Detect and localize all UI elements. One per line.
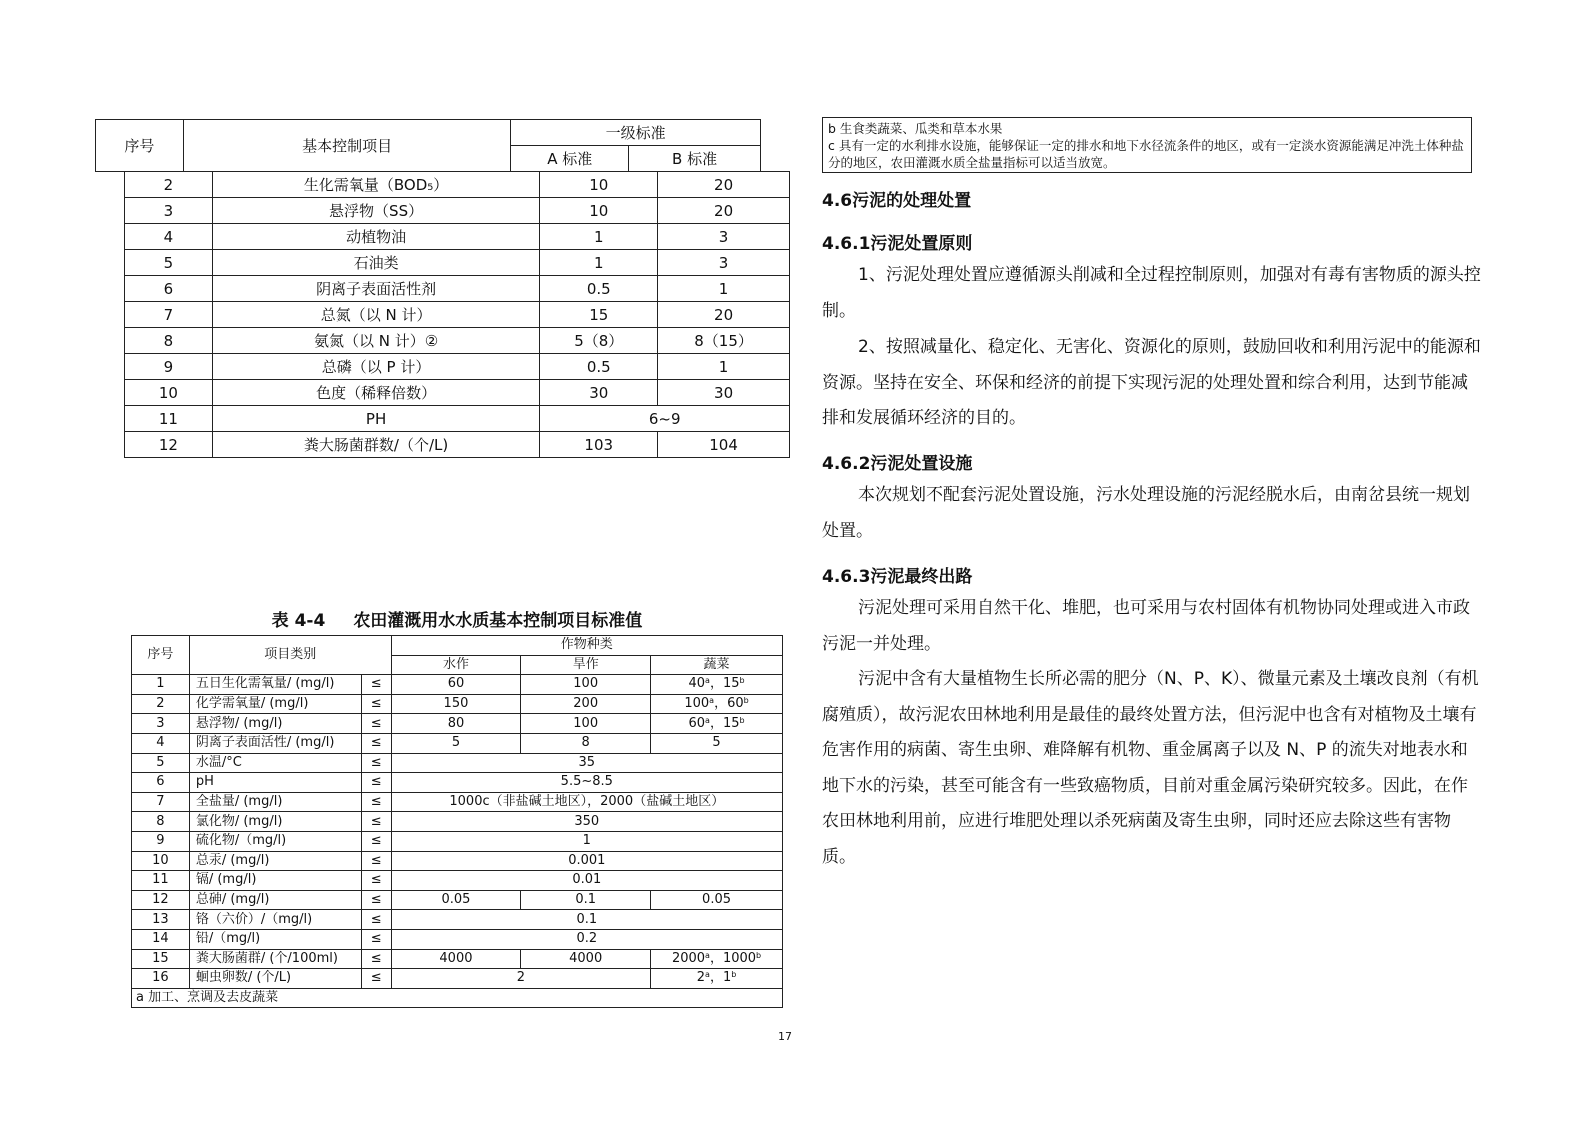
table-notes-continued — [822, 117, 1472, 173]
section-heading-4-6-3: 4.6.3污泥最终出路 — [822, 567, 973, 587]
table2-footnote: a 加工、烹调及去皮蔬菜 — [132, 988, 783, 1008]
cell-b: 30 — [658, 380, 790, 406]
cell-le: ≤ — [361, 969, 391, 989]
table-row — [125, 302, 790, 328]
cell-le: ≤ — [361, 812, 391, 832]
sup-a: a — [705, 676, 710, 686]
table-row — [132, 733, 783, 753]
note-b: b 生食类蔬菜、瓜类和草本水果 — [828, 121, 1003, 136]
cell-item: 生化需氧量（BOD₅） — [212, 172, 540, 198]
table-row — [125, 406, 790, 432]
cell-water: 5 — [391, 733, 521, 753]
cell-a: 1 — [540, 224, 658, 250]
table-row — [132, 929, 783, 949]
cell-seq: 15 — [132, 949, 190, 969]
cell-seq: 2 — [132, 694, 190, 714]
cell-item: 阴离子表面活性/ (mg/l) — [189, 733, 361, 753]
sup-b: b — [739, 676, 745, 686]
cell-le: ≤ — [361, 694, 391, 714]
veg-value-a: 100 — [684, 696, 710, 712]
veg-value-a: 2000 — [671, 950, 706, 966]
col-water-header: 水作 — [391, 655, 521, 675]
cell-seq: 10 — [132, 851, 190, 871]
cell-item: 硫化物/（mg/l) — [189, 831, 361, 851]
table-row — [132, 792, 783, 812]
cell-all: 0.001 — [391, 851, 782, 871]
cell-seq: 6 — [132, 773, 190, 793]
sep: ， — [709, 950, 723, 966]
paragraph-5: 污泥中含有大量植物生长所必需的肥分（N、P、K）、微量元素及土壤改良剂（有机腐殖质），故污泥农田林地利用是最佳的最终处置方法，但污泥中也含有对植物及土壤有危害作用的病菌、寄生虫卵、难降解有机物、重金属离子以及 N、P 的流失对地表水和地下水的污染，甚至可能含有一些致癌物质，目前对重金属污染研究较多。因此，在作农田林地利用前，应进行堆肥处理以杀死病菌及寄生虫卵，同时还应去除这些有害物质。 — [822, 669, 1479, 867]
cell-item: 动植物油 — [212, 224, 540, 250]
cell-le: ≤ — [361, 929, 391, 949]
table-row — [125, 224, 790, 250]
cell-veg: 0.05 — [651, 890, 783, 910]
table-row — [125, 198, 790, 224]
sep: ， — [709, 715, 723, 731]
cell-seq: 1 — [132, 675, 190, 695]
cell-le: ≤ — [361, 773, 391, 793]
cell-seq: 9 — [125, 354, 213, 380]
cell-item: 水温/°C — [189, 753, 361, 773]
paragraph-4: 污泥处理可采用自然干化、堆肥，也可采用与农村固体有机物协同处理或进入市政污泥一并处理。 — [822, 598, 1470, 654]
cell-le: ≤ — [361, 733, 391, 753]
cell-item: PH — [212, 406, 540, 432]
veg-value-a: 60 — [688, 715, 706, 731]
table-row — [132, 851, 783, 871]
cell-water: 150 — [391, 694, 521, 714]
table1-header — [95, 119, 761, 172]
cell-a: 5（8） — [540, 328, 658, 354]
cell-dry: 8 — [521, 733, 651, 753]
cell-a: 1 — [540, 250, 658, 276]
sup-b: b — [731, 970, 737, 980]
cell-b: 1 — [658, 276, 790, 302]
section-heading-4-6-2: 4.6.2污泥处置设施 — [822, 454, 973, 474]
cell-seq: 7 — [125, 302, 213, 328]
cell-seq: 10 — [125, 380, 213, 406]
table2-caption-no: 表 4-4 — [271, 611, 326, 631]
cell-le: ≤ — [361, 753, 391, 773]
col-b-header: B 标准 — [629, 146, 761, 172]
cell-a: 10 — [540, 172, 658, 198]
cell-a: 10 — [540, 198, 658, 224]
sup-a: a — [705, 715, 710, 725]
cell-water: 0.05 — [391, 890, 521, 910]
col-grade1-header: 一级标准 — [511, 120, 761, 146]
cell-water: 80 — [391, 714, 521, 734]
table-row — [132, 910, 783, 930]
cell-item: 粪大肠菌群数/（个/L) — [212, 432, 540, 458]
table-row — [125, 432, 790, 458]
cell-item: 悬浮物/ (mg/l) — [189, 714, 361, 734]
table-row — [132, 675, 783, 695]
cell-item: 铬（六价）/（mg/l) — [189, 910, 361, 930]
table-row — [132, 714, 783, 734]
page-number: 17 — [778, 1030, 792, 1043]
sup-a: a — [709, 696, 715, 706]
table2-caption — [131, 606, 783, 631]
table2-caption-title: 农田灌溉用水水质基本控制项目标准值 — [353, 611, 643, 631]
cell-item: 总砷/ (mg/l) — [189, 890, 361, 910]
table-row — [125, 250, 790, 276]
table-footnote-row — [132, 988, 783, 1008]
cell-item: 总氮（以 N 计） — [212, 302, 540, 328]
cell-item: 镉/ (mg/l) — [189, 871, 361, 891]
cell-le: ≤ — [361, 949, 391, 969]
table-row — [132, 969, 783, 989]
sep: ， — [709, 970, 723, 986]
veg-value-b: 1 — [722, 970, 732, 986]
sup-b: b — [756, 950, 762, 960]
cell-item: 色度（稀释倍数） — [212, 380, 540, 406]
col-seq-header: 序号 — [96, 120, 184, 172]
cell-b: 8（15） — [658, 328, 790, 354]
veg-value-b: 15 — [722, 676, 740, 692]
cell-all: 0.1 — [391, 910, 782, 930]
cell-seq: 2 — [125, 172, 213, 198]
cell-all: 35 — [391, 753, 782, 773]
cell-all: 1000c（非盐碱土地区），2000（盐碱土地区） — [391, 792, 782, 812]
veg-value-a: 40 — [688, 676, 706, 692]
cell-ab: 6~9 — [540, 406, 790, 432]
cell-seq: 11 — [125, 406, 213, 432]
veg-value-b: 1000 — [722, 950, 757, 966]
cell-item: 氯化物/ (mg/l) — [189, 812, 361, 832]
cell-le: ≤ — [361, 675, 391, 695]
veg-value-b: 15 — [722, 715, 740, 731]
paragraph-1: 1、污泥处理处置应遵循源头削减和全过程控制原则，加强对有毒有害物质的源头控制。 — [822, 265, 1481, 321]
cell-all: 1 — [391, 831, 782, 851]
col-seq-header: 序号 — [132, 636, 190, 675]
cell-seq: 3 — [125, 198, 213, 224]
cell-seq: 12 — [125, 432, 213, 458]
table-row — [132, 871, 783, 891]
cell-seq: 13 — [132, 910, 190, 930]
cell-veg — [651, 694, 783, 714]
cell-water-dry: 2 — [391, 969, 650, 989]
col-dry-header: 旱作 — [521, 655, 651, 675]
cell-le: ≤ — [361, 851, 391, 871]
veg-value-a: 2 — [696, 970, 706, 986]
section-heading-4-6-1: 4.6.1污泥处置原则 — [822, 234, 973, 254]
paragraph-2: 2、按照减量化、稳定化、无害化、资源化的原则，鼓励回收和利用污泥中的能源和资源。坚持在安全、环保和经济的前提下实现污泥的处理处置和综合利用，达到节能减排和发展循环经济的目的。 — [822, 337, 1481, 428]
cell-item: 总磷（以 P 计） — [212, 354, 540, 380]
cell-b: 3 — [658, 224, 790, 250]
cell-a: 15 — [540, 302, 658, 328]
sup-b: b — [739, 715, 745, 725]
cell-seq: 12 — [132, 890, 190, 910]
table-row — [132, 694, 783, 714]
table-row — [132, 773, 783, 793]
cell-seq: 7 — [132, 792, 190, 812]
cell-veg — [651, 675, 783, 695]
cell-item: 铅/（mg/l) — [189, 929, 361, 949]
table-row — [132, 812, 783, 832]
note-c: c 具有一定的水利排水设施，能够保证一定的排水和地下水径流条件的地区，或有一定淡水资源能满足冲洗土体种盐分的地区，农田灌溉水质全盐量指标可以适当放宽。 — [828, 138, 1464, 170]
table-row — [132, 753, 783, 773]
cell-dry: 100 — [521, 675, 651, 695]
cell-seq: 6 — [125, 276, 213, 302]
col-veg-header: 蔬菜 — [651, 655, 783, 675]
table-row — [125, 276, 790, 302]
cell-item: 蛔虫卵数/ (个/L) — [189, 969, 361, 989]
cell-seq: 4 — [125, 224, 213, 250]
cell-dry: 4000 — [521, 949, 651, 969]
cell-le: ≤ — [361, 831, 391, 851]
cell-veg: 5 — [651, 733, 783, 753]
veg-value-b: 60 — [727, 696, 744, 712]
sup-a: a — [705, 950, 710, 960]
cell-seq: 9 — [132, 831, 190, 851]
cell-seq: 3 — [132, 714, 190, 734]
cell-veg — [651, 969, 783, 989]
sup-b: b — [743, 696, 749, 706]
cell-seq: 5 — [125, 250, 213, 276]
cell-veg — [651, 949, 783, 969]
table-row — [125, 380, 790, 406]
cell-b: 104 — [658, 432, 790, 458]
col-crop-header: 作物种类 — [391, 636, 782, 656]
cell-item: 氨氮（以 N 计）② — [212, 328, 540, 354]
table-row — [132, 890, 783, 910]
cell-item: 阴离子表面活性剂 — [212, 276, 540, 302]
cell-b: 20 — [658, 302, 790, 328]
cell-item: 粪大肠菌群/ (个/100ml) — [189, 949, 361, 969]
cell-item: 五日生化需氧量/ (mg/l) — [189, 675, 361, 695]
col-item-header: 项目类别 — [189, 636, 391, 675]
sep: ， — [709, 676, 723, 692]
cell-a: 0.5 — [540, 354, 658, 380]
cell-water: 4000 — [391, 949, 521, 969]
sep: ， — [714, 696, 728, 712]
section-heading-4-6: 4.6污泥的处理处置 — [822, 191, 972, 211]
paragraph-3: 本次规划不配套污泥处置设施，污水处理设施的污泥经脱水后，由南岔县统一规划处置。 — [822, 485, 1470, 541]
cell-item: pH — [189, 773, 361, 793]
cell-b: 1 — [658, 354, 790, 380]
cell-all: 0.2 — [391, 929, 782, 949]
cell-item: 总汞/ (mg/l) — [189, 851, 361, 871]
cell-a: 0.5 — [540, 276, 658, 302]
cell-all: 350 — [391, 812, 782, 832]
col-a-header: A 标准 — [511, 146, 629, 172]
table-row — [132, 949, 783, 969]
cell-dry: 100 — [521, 714, 651, 734]
cell-dry: 0.1 — [521, 890, 651, 910]
cell-item: 化学需氧量/ (mg/l) — [189, 694, 361, 714]
col-item-header: 基本控制项目 — [183, 120, 510, 172]
cell-item: 全盐量/ (mg/l) — [189, 792, 361, 812]
cell-all: 5.5~8.5 — [391, 773, 782, 793]
table2 — [131, 635, 783, 1008]
cell-le: ≤ — [361, 871, 391, 891]
cell-item: 悬浮物（SS） — [212, 198, 540, 224]
cell-all: 0.01 — [391, 871, 782, 891]
cell-le: ≤ — [361, 792, 391, 812]
table-row — [125, 328, 790, 354]
cell-seq: 5 — [132, 753, 190, 773]
cell-a: 30 — [540, 380, 658, 406]
table-row — [125, 354, 790, 380]
cell-seq: 16 — [132, 969, 190, 989]
cell-seq: 8 — [132, 812, 190, 832]
cell-le: ≤ — [361, 890, 391, 910]
cell-seq: 4 — [132, 733, 190, 753]
table-row — [132, 831, 783, 851]
sup-a: a — [705, 970, 710, 980]
cell-seq: 11 — [132, 871, 190, 891]
cell-le: ≤ — [361, 714, 391, 734]
table1-body — [124, 171, 790, 458]
cell-b: 20 — [658, 198, 790, 224]
cell-dry: 200 — [521, 694, 651, 714]
cell-seq: 14 — [132, 929, 190, 949]
cell-seq: 8 — [125, 328, 213, 354]
table-row — [125, 172, 790, 198]
cell-water: 60 — [391, 675, 521, 695]
cell-b: 20 — [658, 172, 790, 198]
cell-a: 103 — [540, 432, 658, 458]
cell-veg — [651, 714, 783, 734]
cell-le: ≤ — [361, 910, 391, 930]
cell-item: 石油类 — [212, 250, 540, 276]
cell-b: 3 — [658, 250, 790, 276]
